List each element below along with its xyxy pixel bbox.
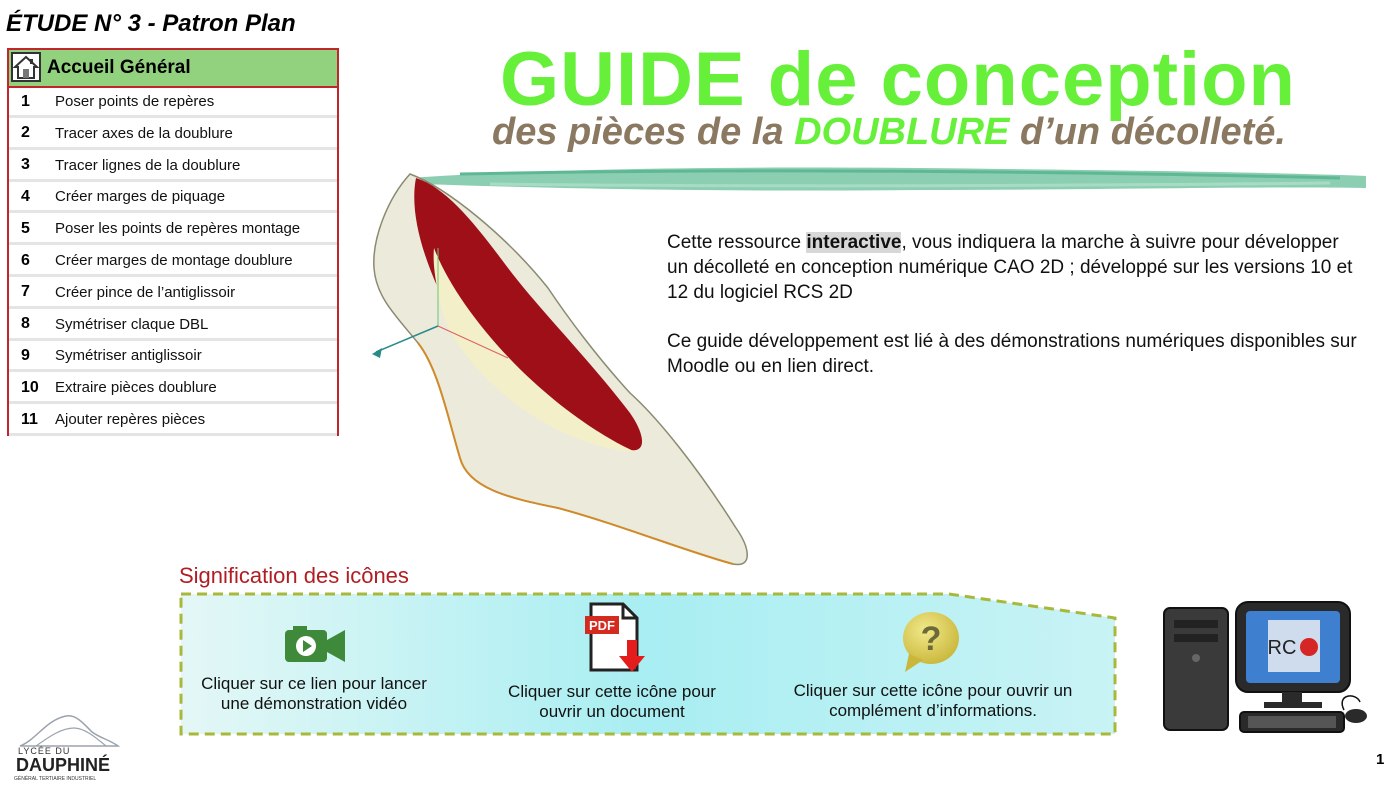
logo-line2: DAUPHINÉ: [16, 755, 111, 775]
menu-item-8[interactable]: [9, 311, 337, 341]
menu-item-number: 3: [21, 156, 30, 174]
page-title: ÉTUDE N° 3 - Patron Plan: [6, 10, 296, 37]
menu-item-label[interactable]: Extraire pièces doublure: [55, 379, 217, 397]
menu-item-label[interactable]: Poser points de repères: [55, 93, 215, 110]
menu-item-number: 9: [21, 346, 30, 364]
description-paragraph: Ce guide développement est lié à des démonstrations numériques disponibles sur Moodle ou en lien direct.: [667, 331, 1357, 377]
guide-title: GUIDE de conception: [500, 37, 1296, 122]
menu-item-number: 2: [21, 124, 30, 142]
page-number: 1: [1376, 751, 1385, 768]
pdf-download-icon[interactable]: [583, 600, 647, 674]
icon-legend-panel: [179, 592, 1117, 736]
menu-item-label[interactable]: Tracer axes de la doublure: [55, 124, 233, 142]
menu-item-2[interactable]: [9, 120, 337, 150]
pdf-caption: Cliquer sur cette icône pour ouvrir un document: [508, 682, 716, 721]
menu-item-number: 4: [21, 187, 30, 205]
logo-line1: LYCÉE DU: [18, 746, 71, 756]
menu-item-9[interactable]: [9, 342, 337, 372]
video-camera-icon[interactable]: [283, 624, 347, 666]
question-bubble-icon[interactable]: [899, 610, 961, 674]
menu-item-10[interactable]: [9, 374, 337, 404]
menu-item-11[interactable]: [9, 406, 337, 436]
description-text: [667, 230, 1357, 403]
menu-item-label[interactable]: Créer marges de montage doublure: [55, 252, 293, 269]
menu-item-label[interactable]: Créer pince de l’antiglissoir: [55, 283, 236, 301]
menu-item-number: 10: [21, 378, 39, 396]
menu-item-number: 6: [21, 251, 30, 269]
info-caption: Cliquer sur cette icône pour ouvrir un complément d’informations.: [793, 681, 1073, 720]
menu-item-number: 11: [21, 410, 38, 428]
description-text-part: Cette ressource: [667, 232, 807, 253]
menu-item-label[interactable]: Tracer lignes de la doublure: [55, 156, 241, 174]
subtitle-part: des pièces de la: [492, 111, 795, 153]
menu-item-label[interactable]: Ajouter repères pièces: [55, 411, 206, 428]
computer-screen-text: RC: [1267, 637, 1297, 659]
menu-item-4[interactable]: [9, 183, 337, 213]
subtitle-highlight: DOUBLURE: [794, 111, 1010, 153]
menu-item-number: 8: [21, 315, 30, 333]
menu-item-number: 1: [21, 92, 30, 110]
menu-item-7[interactable]: [9, 279, 337, 309]
menu-item-1[interactable]: [9, 88, 337, 118]
school-logo: [6, 710, 126, 786]
menu-item-number: 5: [21, 219, 30, 237]
menu-item-label[interactable]: Symétriser claque DBL: [55, 315, 209, 333]
menu-item-3[interactable]: [9, 152, 337, 182]
pdf-badge: PDF: [589, 618, 615, 633]
menu-item-6[interactable]: [9, 247, 337, 277]
guide-subtitle: [492, 111, 1286, 154]
description-text-part: , vous indiquera la marche à suivre pour développer un décolleté en conception numérique CAO 2D ; développé sur les versions 10 et 12 du logiciel RCS 2D: [667, 232, 1353, 303]
menu-item-5[interactable]: [9, 215, 337, 245]
video-caption: Cliquer sur ce lien pour lancer une démonstration vidéo: [201, 674, 427, 713]
home-label[interactable]: Accueil Général: [47, 57, 191, 78]
subtitle-part: d’un décolleté.: [1009, 111, 1286, 153]
description-bold: interactive: [806, 232, 902, 253]
menu-item-label[interactable]: Symétriser antiglissoir: [55, 347, 202, 365]
computer-icon: [1160, 598, 1380, 738]
menu-item-label[interactable]: Poser les points de repères montage: [55, 220, 301, 238]
menu-item-number: 7: [21, 283, 30, 301]
navigation-menu: [7, 48, 339, 436]
svg-text:?: ?: [920, 620, 942, 658]
home-icon[interactable]: [11, 52, 41, 82]
description-paragraph: [667, 230, 1357, 305]
home-link[interactable]: [9, 50, 337, 88]
logo-line3: GÉNÉRAL TERTIAIRE INDUSTRIEL: [14, 776, 97, 782]
legend-title: Signification des icônes: [179, 563, 409, 588]
menu-item-label[interactable]: Créer marges de piquage: [55, 188, 226, 206]
